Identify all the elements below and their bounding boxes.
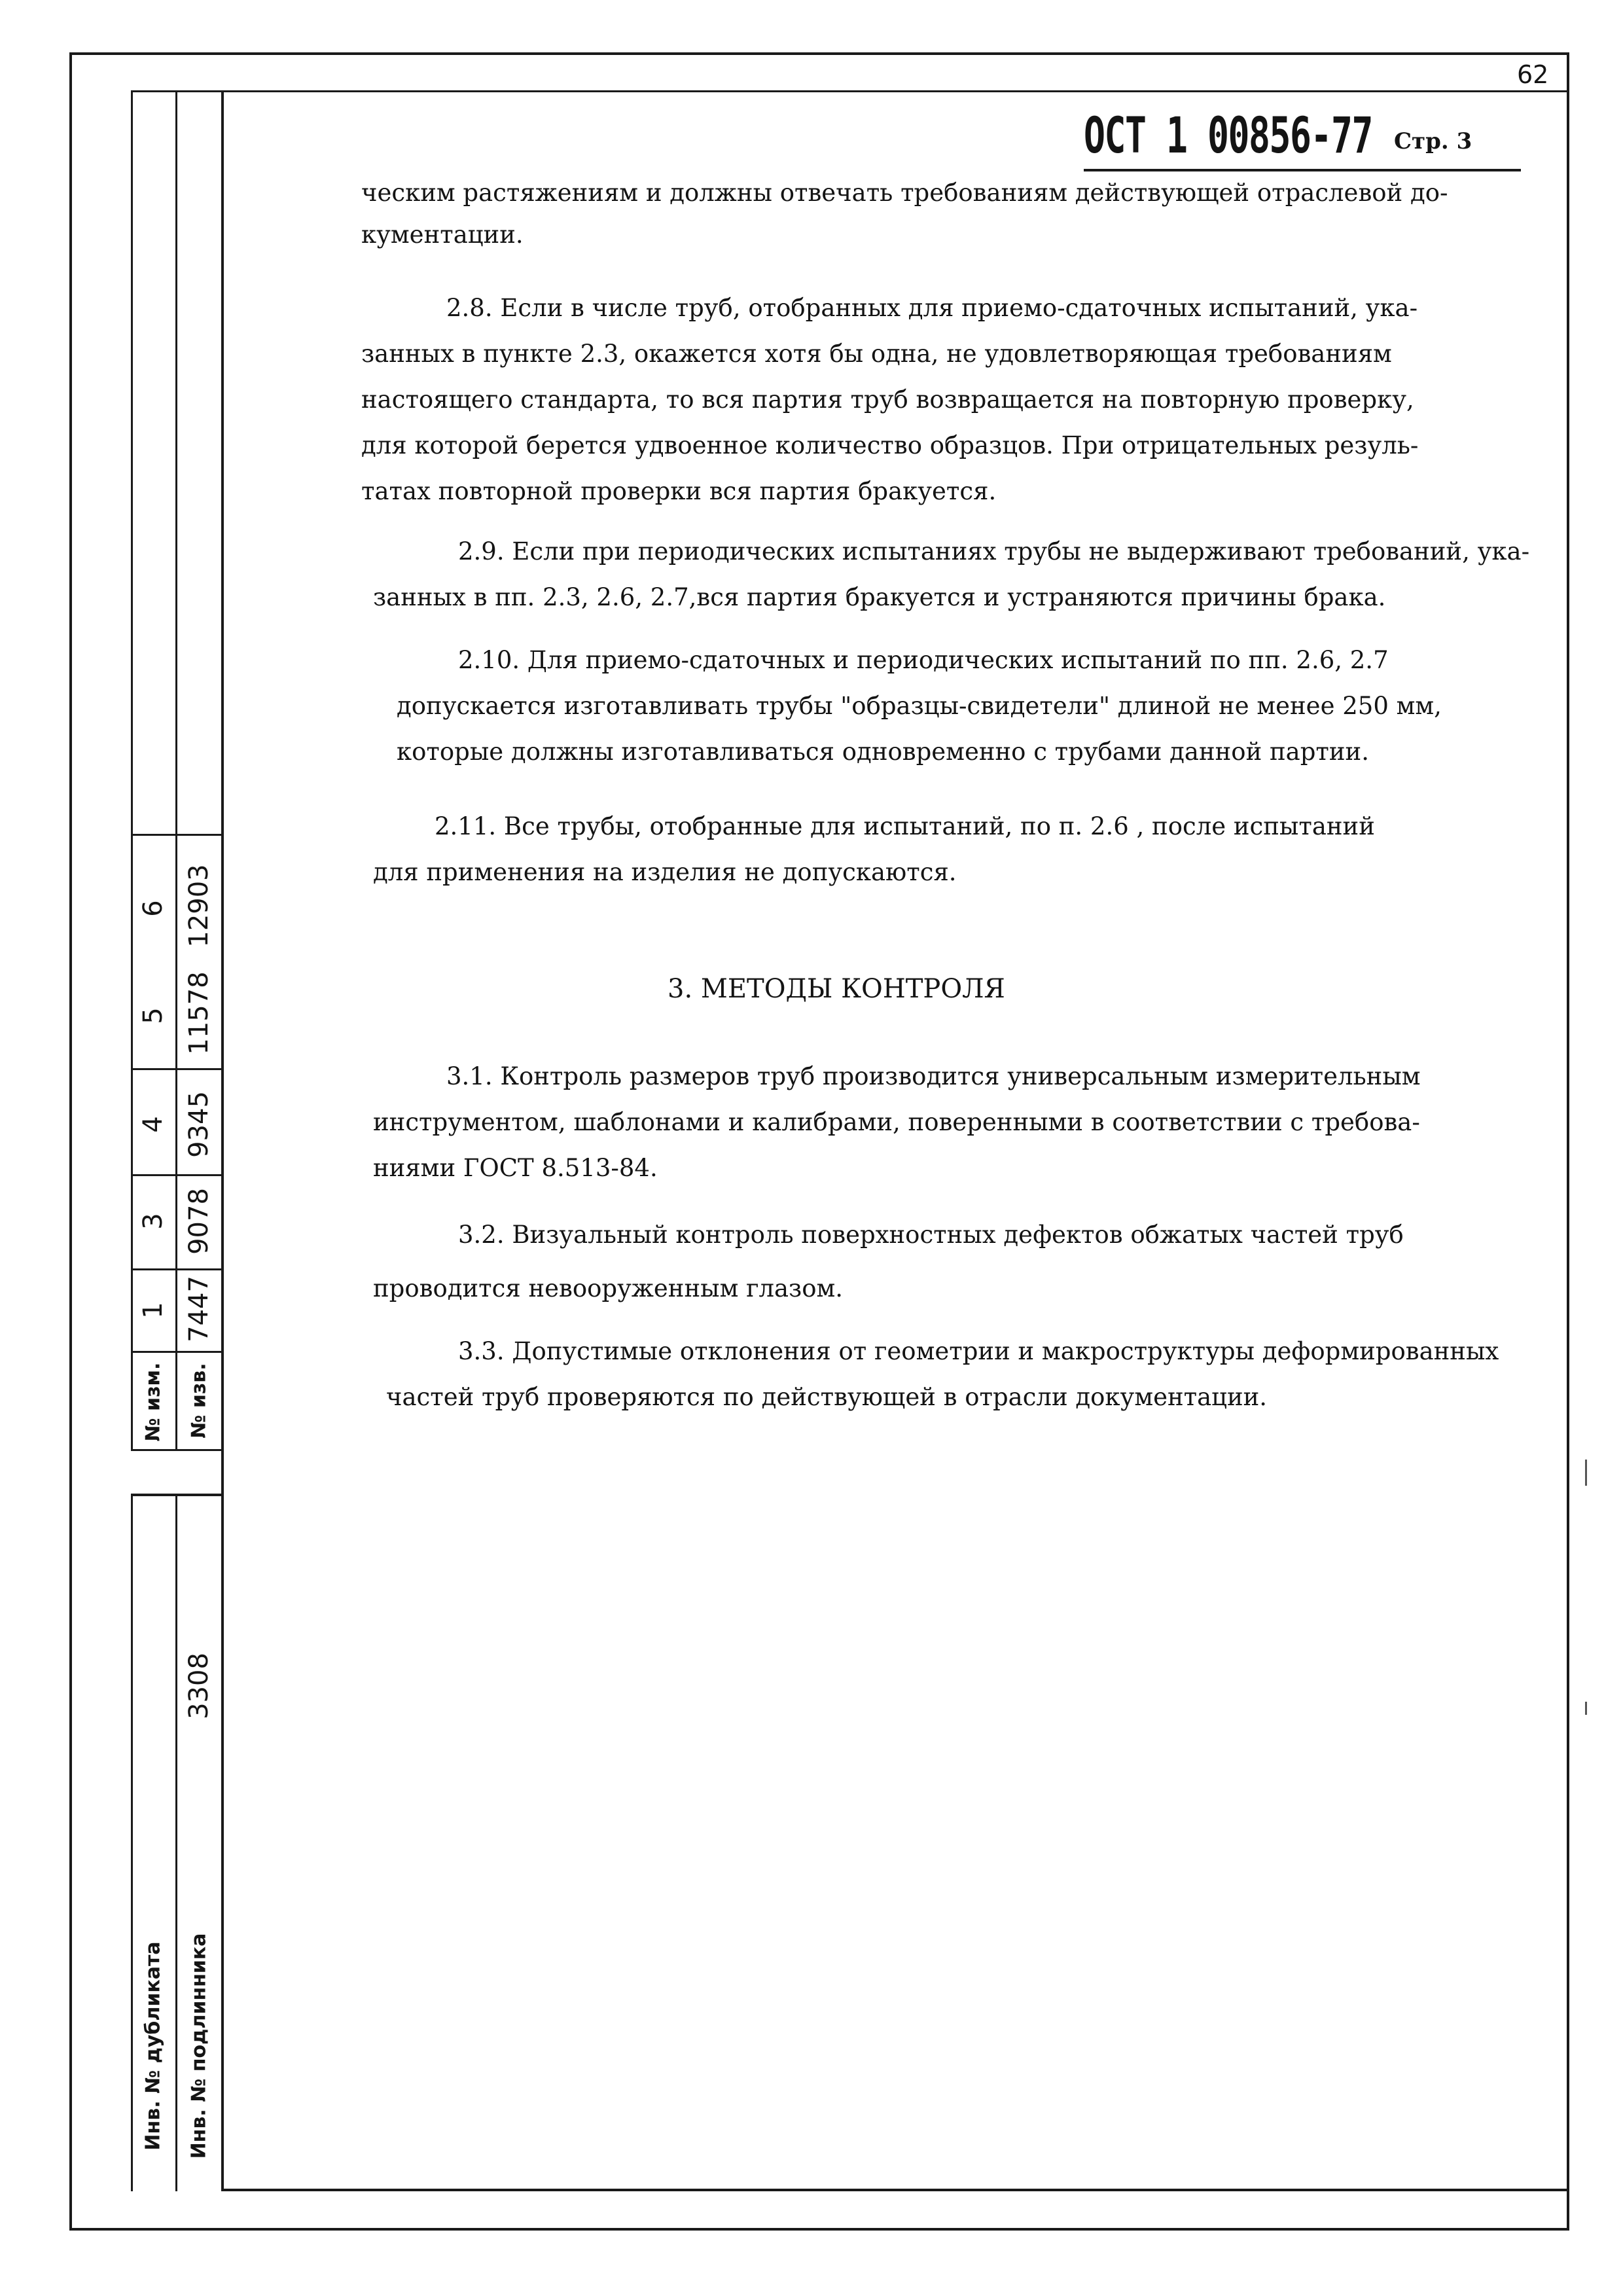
text-line: 2.11. Все трубы, отобранные для испытаний, по п. 2.6 , после испытаний	[435, 812, 1375, 840]
text-line: кументации.	[361, 221, 524, 249]
text-line: допускается изготавливать трубы "образцы-свидетели" длиной не менее 250 мм,	[397, 692, 1442, 720]
text-line: 2.8. Если в числе труб, отобранных для приемо-сдаточных испытаний, ука-	[446, 294, 1418, 322]
stamp-label-original: Инв. № подлинника	[187, 1933, 211, 2159]
inventory-stamp	[131, 1494, 221, 2191]
text-line: проводится невооруженным глазом.	[373, 1274, 844, 1302]
text-line: 3.1. Контроль размеров труб производится универсальным измерительным	[446, 1062, 1421, 1090]
text-line: занных в пп. 2.3, 2.6, 2.7,вся партия бракуется и устраняются причины брака.	[373, 583, 1386, 611]
revision-stamp	[131, 90, 221, 1450]
stamp-label-notice: № изв.	[187, 1363, 211, 1439]
stamp-col-number: 4	[138, 1116, 168, 1133]
stamp-inventory-value: 3308	[184, 1653, 214, 1719]
text-line: 2.10. Для приемо-сдаточных и периодических испытаний по пп. 2.6, 2.7	[458, 646, 1389, 674]
document-code: ОСТ 1 00856-77	[1084, 106, 1373, 164]
stamp-notice-value: 9345	[184, 1091, 214, 1158]
stamp-col-number: 6	[138, 900, 168, 917]
scan-edge-mark	[1585, 1460, 1587, 1486]
section-heading: 3. МЕТОДЫ КОНТРОЛЯ	[668, 974, 1005, 1004]
stamp-label-revision: № изм.	[141, 1362, 165, 1442]
scan-edge-mark	[1585, 1702, 1587, 1715]
stamp-col-number: 1	[138, 1302, 168, 1319]
stamp-notice-value: 9078	[184, 1188, 214, 1255]
stamp-notice-value: 11578	[184, 971, 214, 1055]
text-line: 3.3. Допустимые отклонения от геометрии и макроструктуры деформированных	[458, 1337, 1499, 1365]
stamp-notice-value: 12903	[184, 864, 214, 948]
text-line: которые должны изготавливаться одновременно с трубами данной партии.	[397, 738, 1369, 766]
text-line: ческим растяжениям и должны отвечать требованиям действующей отраслевой до-	[361, 179, 1448, 207]
text-line: частей труб проверяются по действующей в отрасли документации.	[386, 1383, 1268, 1411]
sheet-number: 62	[1517, 60, 1549, 89]
text-line: 2.9. Если при периодических испытаниях трубы не выдерживают требований, ука-	[458, 537, 1530, 565]
text-line: 3.2. Визуальный контроль поверхностных дефектов обжатых частей труб	[458, 1221, 1404, 1249]
text-line: для которой берется удвоенное количество образцов. При отрицательных резуль-	[361, 431, 1419, 459]
header-rule	[1084, 169, 1521, 171]
text-line: для применения на изделия не допускаются.	[373, 858, 957, 886]
text-line: татах повторной проверки вся партия бракуется.	[361, 477, 997, 505]
text-line: ниями ГОСТ 8.513-84.	[373, 1154, 658, 1182]
text-line: занных в пункте 2.3, окажется хотя бы одна, не удовлетворяющая требованиям	[361, 340, 1392, 368]
text-line: инструментом, шаблонами и калибрами, поверенными в соответствии с требова-	[373, 1108, 1420, 1136]
stamp-col-number: 3	[138, 1213, 168, 1230]
stamp-notice-value: 7447	[184, 1276, 214, 1342]
stamp-col-number: 5	[138, 1007, 168, 1024]
text-line: настоящего стандарта, то вся партия труб возвращается на повторную проверку,	[361, 386, 1414, 414]
page-label: Стр. 3	[1394, 128, 1472, 154]
stamp-label-duplicate: Инв. № дубликата	[141, 1941, 165, 2151]
